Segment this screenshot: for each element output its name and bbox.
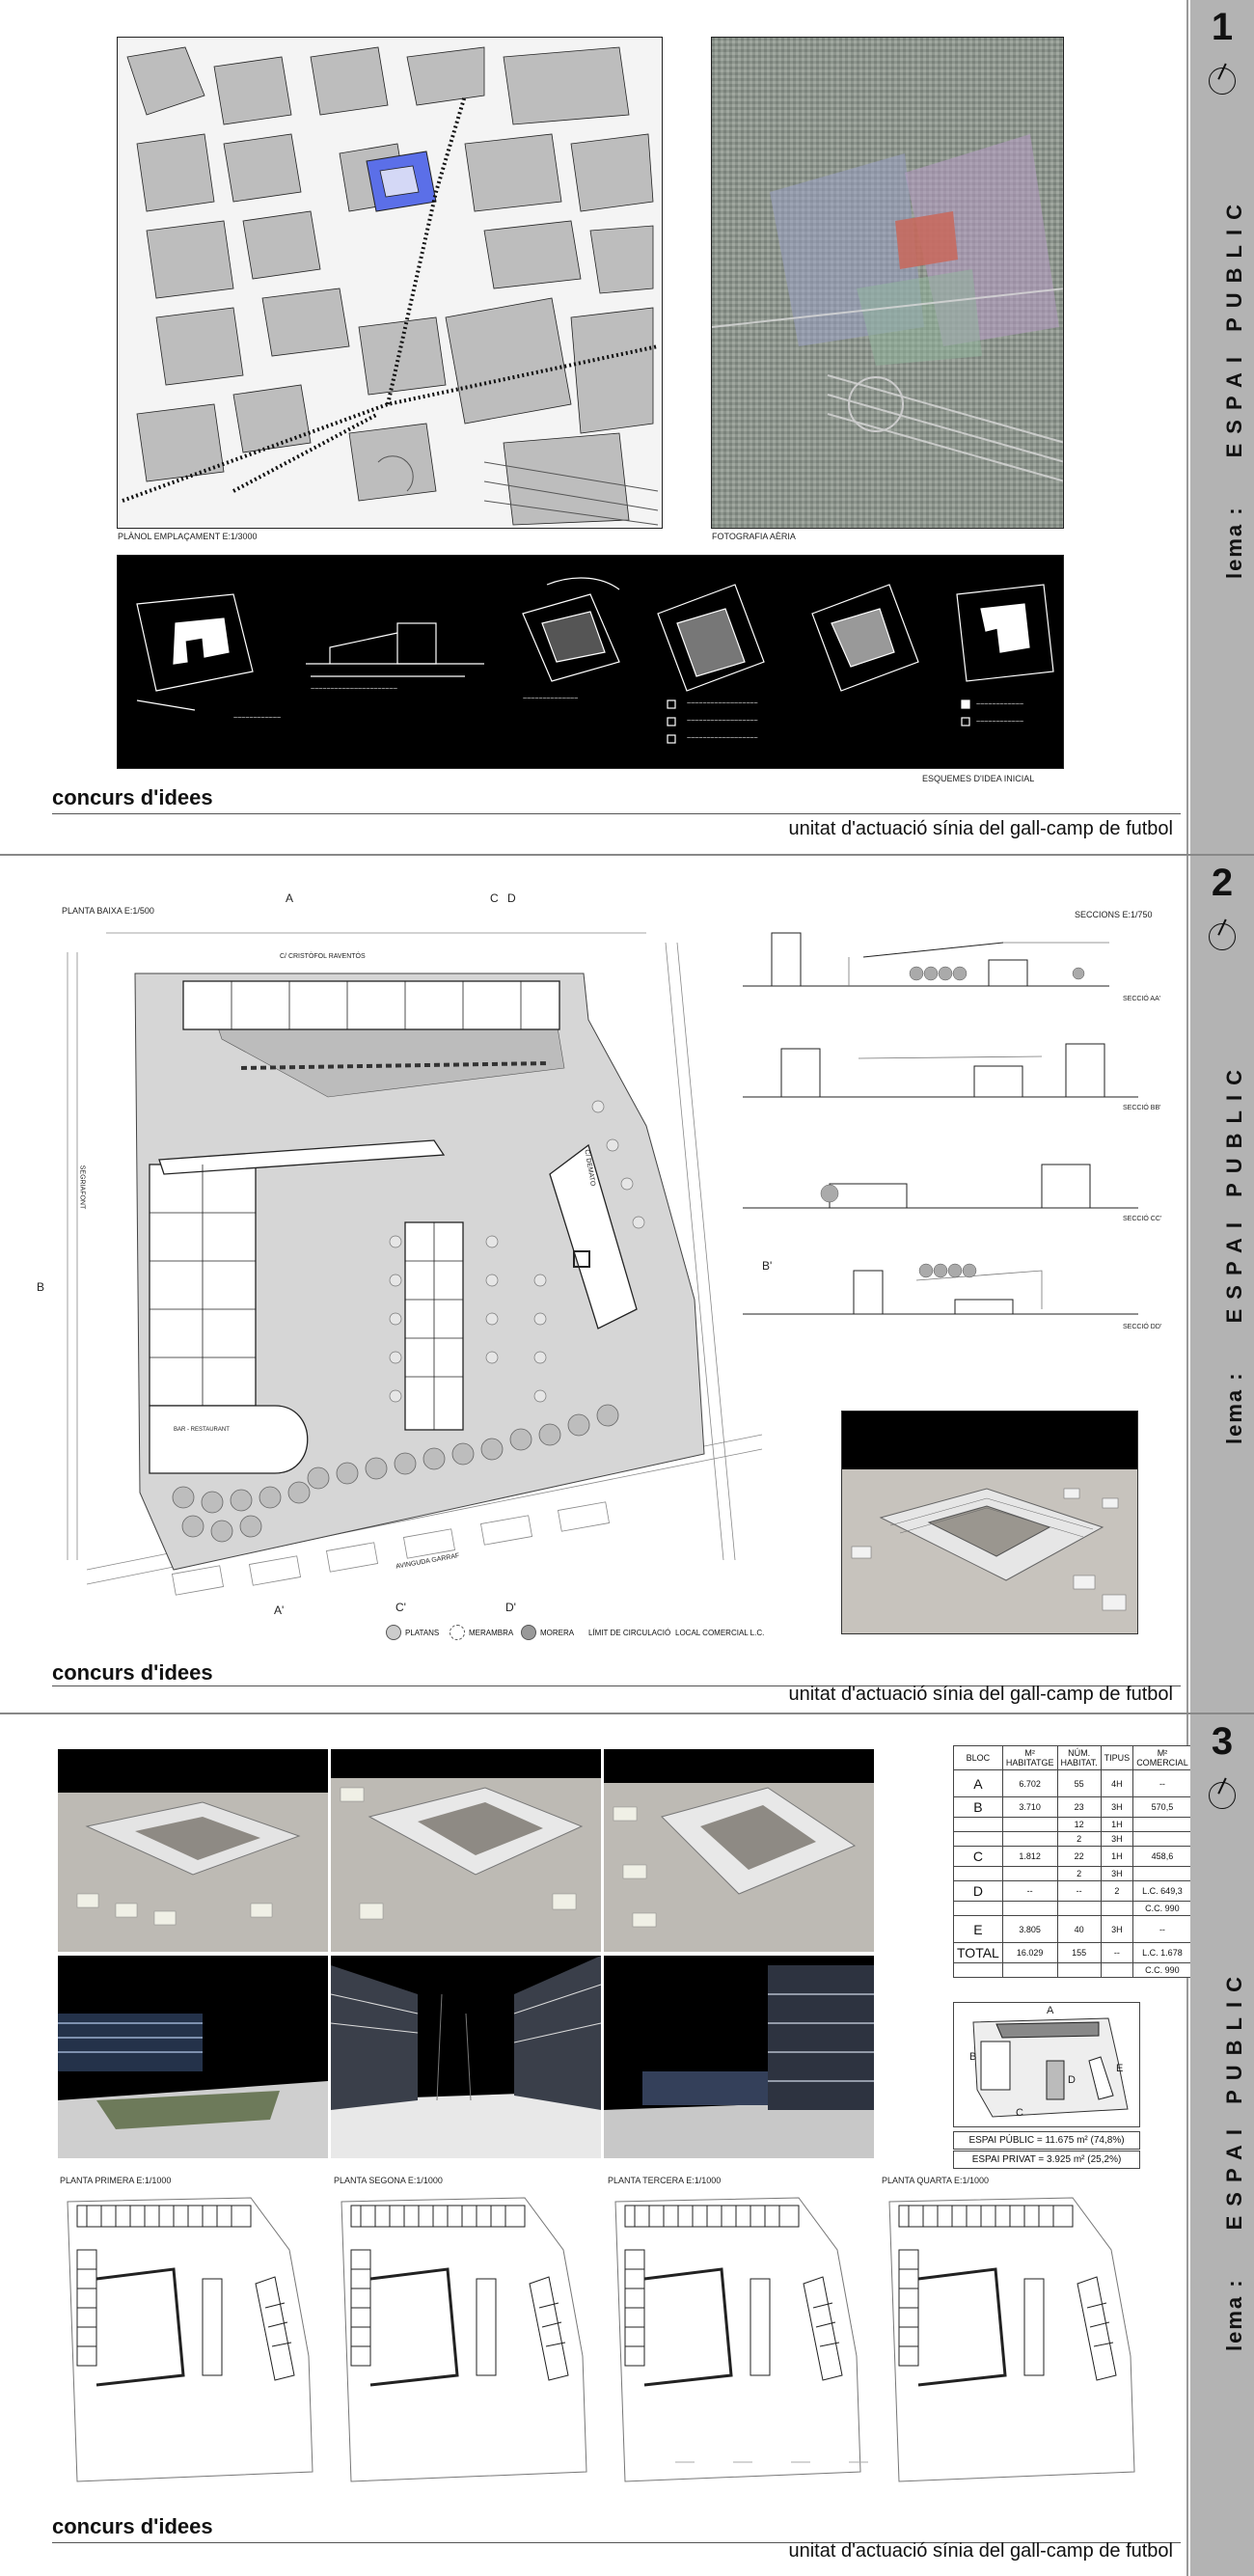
table-row (954, 1867, 1192, 1881)
table-cell: B (954, 1797, 1003, 1818)
lema-prefix: lema : (1222, 1371, 1246, 1444)
table-cell: E (954, 1916, 1003, 1943)
table-cell: 2 (1101, 1881, 1133, 1902)
lema-text: ESPAI PUBLIC (1222, 195, 1246, 458)
svg-text:~~~~~~~~~~~~~~~~~~: ~~~~~~~~~~~~~~~~~~ (687, 718, 758, 725)
table-cell (1133, 1867, 1192, 1881)
ground-plan-caption: PLANTA BAIXA E:1/500 (62, 906, 154, 916)
key-plan (953, 2002, 1140, 2127)
floor-caption-1: PLANTA PRIMERA E:1/1000 (60, 2176, 172, 2185)
column-header: TIPUS (1101, 1746, 1133, 1770)
table-cell: 570,5 (1133, 1797, 1192, 1818)
table-cell: 458,6 (1133, 1847, 1192, 1867)
table-cell: 3H (1101, 1797, 1133, 1818)
sketches-panel (117, 555, 1064, 769)
street-bottom-label: AVINGUDA GARRAF (395, 1552, 460, 1571)
street-right-label: C/ DEMATO (583, 1149, 596, 1187)
board-2 (0, 854, 1254, 1713)
cut-mark-b-prime: B' (762, 1259, 773, 1273)
concurs-title: concurs d'idees (52, 2514, 213, 2538)
table-cell (1133, 1832, 1192, 1847)
sections-caption: SECCIONS E:1/750 (1075, 910, 1153, 919)
table-cell: 2 (1057, 1867, 1101, 1881)
legend-label: PLATANS (405, 1628, 440, 1637)
board-number: 3 (1211, 1720, 1234, 1763)
bar-restaurant-label: BAR - RESTAURANT (174, 1427, 230, 1433)
sections (723, 914, 1177, 1367)
table-cell: 3H (1101, 1867, 1133, 1881)
table-cell: 3.710 (1002, 1797, 1057, 1818)
table-cell: 55 (1057, 1770, 1101, 1797)
aerial-render (841, 1411, 1138, 1634)
render-grid (58, 1749, 874, 2158)
concurs-title: concurs d'idees (52, 1660, 213, 1685)
table-cell (954, 1867, 1003, 1881)
table-cell: TOTAL (954, 1943, 1003, 1963)
table-cell: 1H (1101, 1847, 1133, 1867)
section-aa-label: SECCIÓ AA' (1123, 996, 1161, 1002)
table-cell (1057, 1963, 1101, 1978)
table-row (954, 1916, 1192, 1943)
table-cell (1002, 1818, 1057, 1832)
svg-text:~~~~~~~~~~~~~~~~~~~~~~: ~~~~~~~~~~~~~~~~~~~~~~ (311, 686, 397, 693)
column-header: NÚM. HABITAT. (1057, 1746, 1101, 1770)
key-block-d: D (1068, 2074, 1076, 2086)
table-cell: A (954, 1770, 1003, 1797)
section-bb-label: SECCIÓ BB' (1123, 1105, 1161, 1111)
legend-limit (588, 1629, 670, 1637)
north-arrow-icon (1209, 1782, 1236, 1809)
table-row (954, 1943, 1192, 1963)
table-row (954, 1881, 1192, 1902)
table-cell: C.C. 990 (1133, 1963, 1192, 1978)
table-row (954, 1818, 1192, 1832)
table-cell: 22 (1057, 1847, 1101, 1867)
north-arrow-icon (1209, 923, 1236, 950)
table-cell: L.C. 1.678 (1133, 1943, 1192, 1963)
table-cell (1057, 1902, 1101, 1916)
street-top-label: C/ CRISTÒFOL RAVENTÓS (280, 953, 366, 960)
floor-caption-2: PLANTA SEGONA E:1/1000 (334, 2176, 443, 2185)
table-cell (954, 1832, 1003, 1847)
aerial-caption: FOTOGRAFIA AÈRIA (712, 532, 796, 541)
legend-tree-icon (521, 1625, 536, 1640)
table-row (954, 1902, 1192, 1916)
lema-prefix: lema : (1222, 506, 1246, 579)
cut-mark-b: B (37, 1280, 45, 1294)
table-cell: 12 (1057, 1818, 1101, 1832)
key-block-a: A (1047, 2005, 1054, 2016)
lema-label (1222, 1967, 1247, 2351)
unitat-title: unitat d'actuació sínia del gall-camp de futbol (788, 818, 1173, 839)
lema-text: ESPAI PUBLIC (1222, 1060, 1246, 1324)
board-number: 2 (1211, 862, 1234, 904)
table-cell (1002, 1867, 1057, 1881)
table-cell (1101, 1902, 1133, 1916)
table-cell: 155 (1057, 1943, 1101, 1963)
street-left-label: SEGRIAFONT (78, 1165, 86, 1210)
table-cell (1002, 1832, 1057, 1847)
board-1 (0, 0, 1254, 854)
cut-mark-a-prime: A' (274, 1603, 285, 1617)
ground-plan (29, 894, 791, 1628)
board-3 (0, 1713, 1254, 2576)
table-row (954, 1963, 1192, 1978)
svg-text:~~~~~~~~~~~~: ~~~~~~~~~~~~ (233, 715, 282, 722)
espai-public: ESPAI PÚBLIC = 11.675 m² (74,8%) (953, 2131, 1140, 2150)
svg-text:~~~~~~~~~~~~~~~~~~: ~~~~~~~~~~~~~~~~~~ (687, 700, 758, 707)
table-cell (954, 1818, 1003, 1832)
table-header-row (954, 1746, 1192, 1770)
cut-mark-d-prime: D' (505, 1601, 516, 1614)
table-cell: C (954, 1847, 1003, 1867)
key-block-e: E (1116, 2063, 1124, 2074)
legend-merambra (450, 1625, 513, 1640)
table-cell: 1.812 (1002, 1847, 1057, 1867)
svg-text:~~~~~~~~~~~~~~: ~~~~~~~~~~~~~~ (523, 696, 579, 702)
table-cell: 4H (1101, 1770, 1133, 1797)
floor-caption-3: PLANTA TERCERA E:1/1000 (608, 2176, 722, 2185)
table-cell: 23 (1057, 1797, 1101, 1818)
legend-label: MERAMBRA (469, 1628, 514, 1637)
table-cell: 16.029 (1002, 1943, 1057, 1963)
column-header: BLOC (954, 1746, 1003, 1770)
cut-mark-c: C (490, 891, 499, 905)
table-cell: C.C. 990 (1133, 1902, 1192, 1916)
table-cell (1002, 1902, 1057, 1916)
table-row (954, 1847, 1192, 1867)
table-cell: 3H (1101, 1916, 1133, 1943)
table-row (954, 1832, 1192, 1847)
table-cell (954, 1902, 1003, 1916)
legend-label: LÍMIT DE CIRCULACIÓ (588, 1629, 671, 1637)
espai-privat: ESPAI PRIVAT = 3.925 m² (25,2%) (953, 2151, 1140, 2169)
legend-label: MORERA (540, 1628, 575, 1637)
column-header: M² COMERCIAL (1133, 1746, 1192, 1770)
column-header: M² HABITATGE (1002, 1746, 1057, 1770)
lema-text: ESPAI PUBLIC (1222, 1967, 1246, 2231)
legend-tree-icon (386, 1625, 401, 1640)
unitat-title: unitat d'actuació sínia del gall-camp de futbol (788, 1684, 1173, 1705)
lema-prefix: lema : (1222, 2278, 1246, 2351)
table-cell: 1H (1101, 1818, 1133, 1832)
side-strip (1190, 1714, 1254, 2576)
svg-text:~~~~~~~~~~~~~~~~~~: ~~~~~~~~~~~~~~~~~~ (687, 735, 758, 742)
legend-tree-icon (450, 1625, 465, 1640)
floor-caption-4: PLANTA QUARTA E:1/1000 (882, 2176, 990, 2185)
table-cell: 2 (1057, 1832, 1101, 1847)
unitat-title: unitat d'actuació sínia del gall-camp de futbol (788, 2540, 1173, 2562)
legend-morera (521, 1625, 574, 1640)
table-cell: 3H (1101, 1832, 1133, 1847)
svg-text:~~~~~~~~~~~~: ~~~~~~~~~~~~ (976, 701, 1024, 708)
table-cell (954, 1963, 1003, 1978)
lema-label (1222, 1060, 1247, 1444)
lema-label (1222, 195, 1247, 579)
cut-mark-d: D (507, 891, 516, 905)
table-cell: 6.702 (1002, 1770, 1057, 1797)
table-cell: -- (1133, 1916, 1192, 1943)
table-cell (1101, 1963, 1133, 1978)
floor-plans (58, 2192, 1158, 2491)
table-cell (1002, 1963, 1057, 1978)
legend-local (675, 1629, 764, 1637)
svg-text:~~~~~~~~~~~~: ~~~~~~~~~~~~ (976, 719, 1024, 726)
footer-rule (52, 813, 1181, 814)
north-arrow-icon (1209, 68, 1236, 95)
table-cell: -- (1002, 1881, 1057, 1902)
table-row (954, 1770, 1192, 1797)
concurs-title: concurs d'idees (52, 785, 213, 809)
table-cell: -- (1133, 1770, 1192, 1797)
legend-label: LOCAL COMERCIAL L.C. (675, 1629, 765, 1637)
table-cell: D (954, 1881, 1003, 1902)
site-plan-panel (117, 37, 663, 529)
sketches-caption: ESQUEMES D'IDEA INICIAL (922, 774, 1035, 783)
section-dd-label: SECCIÓ DD' (1123, 1324, 1162, 1330)
side-strip (1190, 0, 1254, 854)
site-plan-caption: PLÀNOL EMPLAÇAMENT E:1/3000 (118, 532, 258, 541)
table-cell: 3.805 (1002, 1916, 1057, 1943)
board-number: 1 (1211, 6, 1234, 48)
key-block-b: B (969, 2051, 977, 2063)
table-cell: L.C. 649,3 (1133, 1881, 1192, 1902)
table-cell (1133, 1818, 1192, 1832)
table-cell: -- (1101, 1943, 1133, 1963)
side-strip (1190, 856, 1254, 1713)
aerial-photo-panel (711, 37, 1064, 529)
table-cell: 40 (1057, 1916, 1101, 1943)
table-row (954, 1797, 1192, 1818)
cut-mark-a: A (286, 891, 294, 905)
section-cc-label: SECCIÓ CC' (1123, 1216, 1162, 1222)
table-cell: -- (1057, 1881, 1101, 1902)
cut-mark-c-prime: C' (395, 1601, 406, 1614)
key-block-c: C (1016, 2107, 1023, 2119)
bloc-table (953, 1745, 1192, 1978)
legend-platans (386, 1625, 439, 1640)
